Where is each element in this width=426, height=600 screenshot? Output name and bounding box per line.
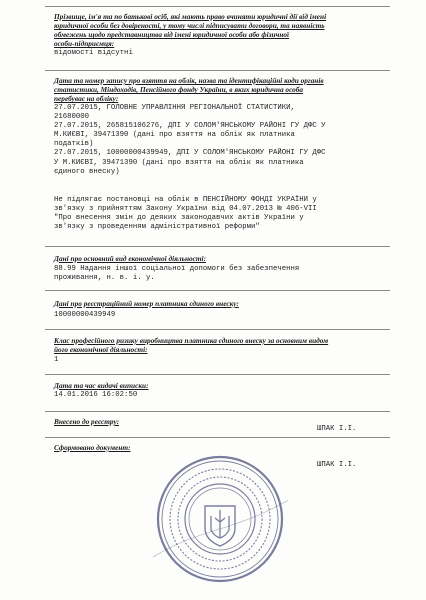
divider — [45, 246, 390, 247]
official-seal-stamp — [153, 452, 288, 587]
entered-heading: Внесено до реєстру: — [54, 417, 120, 426]
issue-date-value: 14.01.2016 16:02:50 — [54, 391, 138, 399]
divider — [45, 437, 390, 438]
risk-class-value: 1 — [54, 356, 59, 364]
divider — [45, 329, 390, 330]
entered-signer: ШПАК І.І. — [317, 425, 357, 433]
divider — [45, 411, 390, 412]
formed-signer: ШПАК І.І. — [317, 461, 357, 469]
activity-heading: Дані про основний вид економічної діяльності: — [54, 254, 207, 263]
registration-value: 27.07.2015, ГОЛОВНЕ УПРАВЛІННЯ РЕГІОНАЛЬНОЇ СТАТИСТИКИ, 21680000 27.07.2015, 265815106276, ДПІ У СОЛОМ'ЯНСЬКОМУ РАЙОНІ ГУ ДФС У М.КИЄВІ, 39471390 (дані про взяття на облік як платника податків) 27.07.2015, 10000000439949, ДПІ У СОЛОМ'ЯНСЬКОМУ РАЙОНІ ГУ ДФС У М.КИЄВІ, 39471390 (дані про взяття на облік як платника єдиного внеску) — [54, 104, 326, 176]
pension-note: Не підлягає постановці на облік в ПЕНСІЙНОМУ ФОНДІ УКРАЇНИ у зв'язку з прийняттям Закону України від 04.07.2013 № 406-VII "Про внесення змін до деяких законодавчих актів України у зв'язку з проведенням адміністративної реформи" — [54, 196, 317, 232]
divider — [45, 6, 390, 7]
activity-value: 88.99 Надання іншої соціальної допомоги без забезпечення проживання, н. в. і. у. — [54, 265, 300, 283]
formed-heading: Сформовано документ: — [54, 443, 131, 452]
divider — [45, 374, 390, 375]
registration-heading: Дата та номер запису про взяття на облік, назва та ідентифікаційні коди органів статистики, Міндоходів, Пенсійного фонду України, в яких юридична особа перебуває на обліку: — [54, 76, 324, 104]
founders-heading: Прізвище, ім'я та по батькові осіб, які мають право вчиняти юридичні дії від імені юридичної особи без довіреності, у тому числі підписувати договори, та наявність обмежень щодо представництва від імені юридичної особи або фізичної особи-підприємця: — [54, 12, 327, 49]
divider — [45, 70, 390, 71]
issue-date-heading: Дата та час видачі виписки: — [54, 381, 149, 390]
payer-number-heading: Дані про реєстраційний номер платника єдиного внеску: — [54, 299, 239, 308]
payer-number-value: 10000000439949 — [54, 311, 116, 319]
risk-class-heading: Клас професійного ризику виробництва платника єдиного внеску за основним видом його економічної діяльності: — [54, 336, 329, 355]
founders-value: відомості відсутні — [54, 49, 133, 57]
divider — [45, 290, 390, 291]
